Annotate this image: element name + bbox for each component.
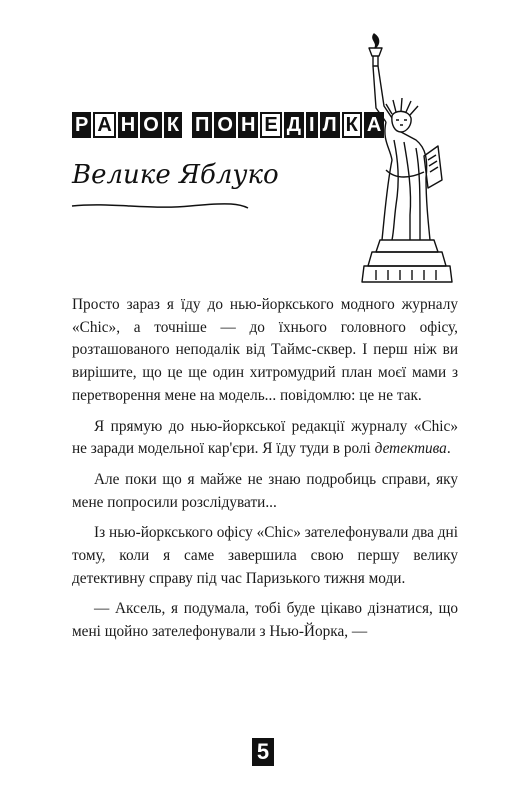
heading-letter: П <box>192 112 212 138</box>
paragraph-4: Із нью-йоркського офісу «Chic» зателефонували два дні тому, коли я саме завершила свою першу велику детективну справу під час Паризького тижня моди. <box>72 524 458 587</box>
heading-letter: Л <box>320 112 340 138</box>
page-number: 5 <box>252 738 274 766</box>
chapter-body <box>72 294 458 652</box>
detective-word: детектива <box>374 440 447 458</box>
subtitle-underline <box>70 200 250 214</box>
heading-letter: А <box>93 112 115 138</box>
chapter-heading <box>72 112 384 138</box>
chapter-subtitle: Велике Яблуко <box>72 160 279 190</box>
paragraph-3: Але поки що я майже не знаю подробиць справи, яку мене попросили розслідувати... <box>72 470 458 511</box>
heading-letter: К <box>164 112 182 138</box>
heading-letter: І <box>306 112 318 138</box>
heading-letter: Н <box>238 112 258 138</box>
heading-letter: О <box>140 112 162 138</box>
heading-letter: А <box>364 112 384 138</box>
heading-letter: К <box>342 112 362 138</box>
heading-letter: Н <box>118 112 138 138</box>
statue-of-liberty-illustration <box>356 30 466 288</box>
paragraph-2: Я прямую до нью-йоркської редакції журналу «Chic» не заради модельної кар'єри. Я їду туди в ролі детектива. <box>72 417 458 458</box>
paragraph-2-text: Я прямую до нью-йоркської редакції журналу «Chic» не заради модельної кар'єри. Я їду туди в ролі <box>72 417 458 458</box>
heading-letter: Д <box>284 112 304 138</box>
heading-letter: Е <box>260 112 281 138</box>
paragraph-1: Просто зараз я їду до нью-йоркського модного журналу «Chic», а точніше — до їхнього головного офісу, розташованого неподалік від Таймс-сквер. І перш ніж ви вирішите, що це ще один хитромудрий план моєї мами з перетворення мене на модель... повідомлю: це не так. <box>72 296 458 404</box>
heading-letter: Р <box>72 112 91 138</box>
paragraph-5: — Аксель, я подумала, тобі буде цікаво дізнатися, що мені щойно зателефонували з Нью-Йорка, — <box>72 600 458 641</box>
heading-letter: О <box>214 112 236 138</box>
